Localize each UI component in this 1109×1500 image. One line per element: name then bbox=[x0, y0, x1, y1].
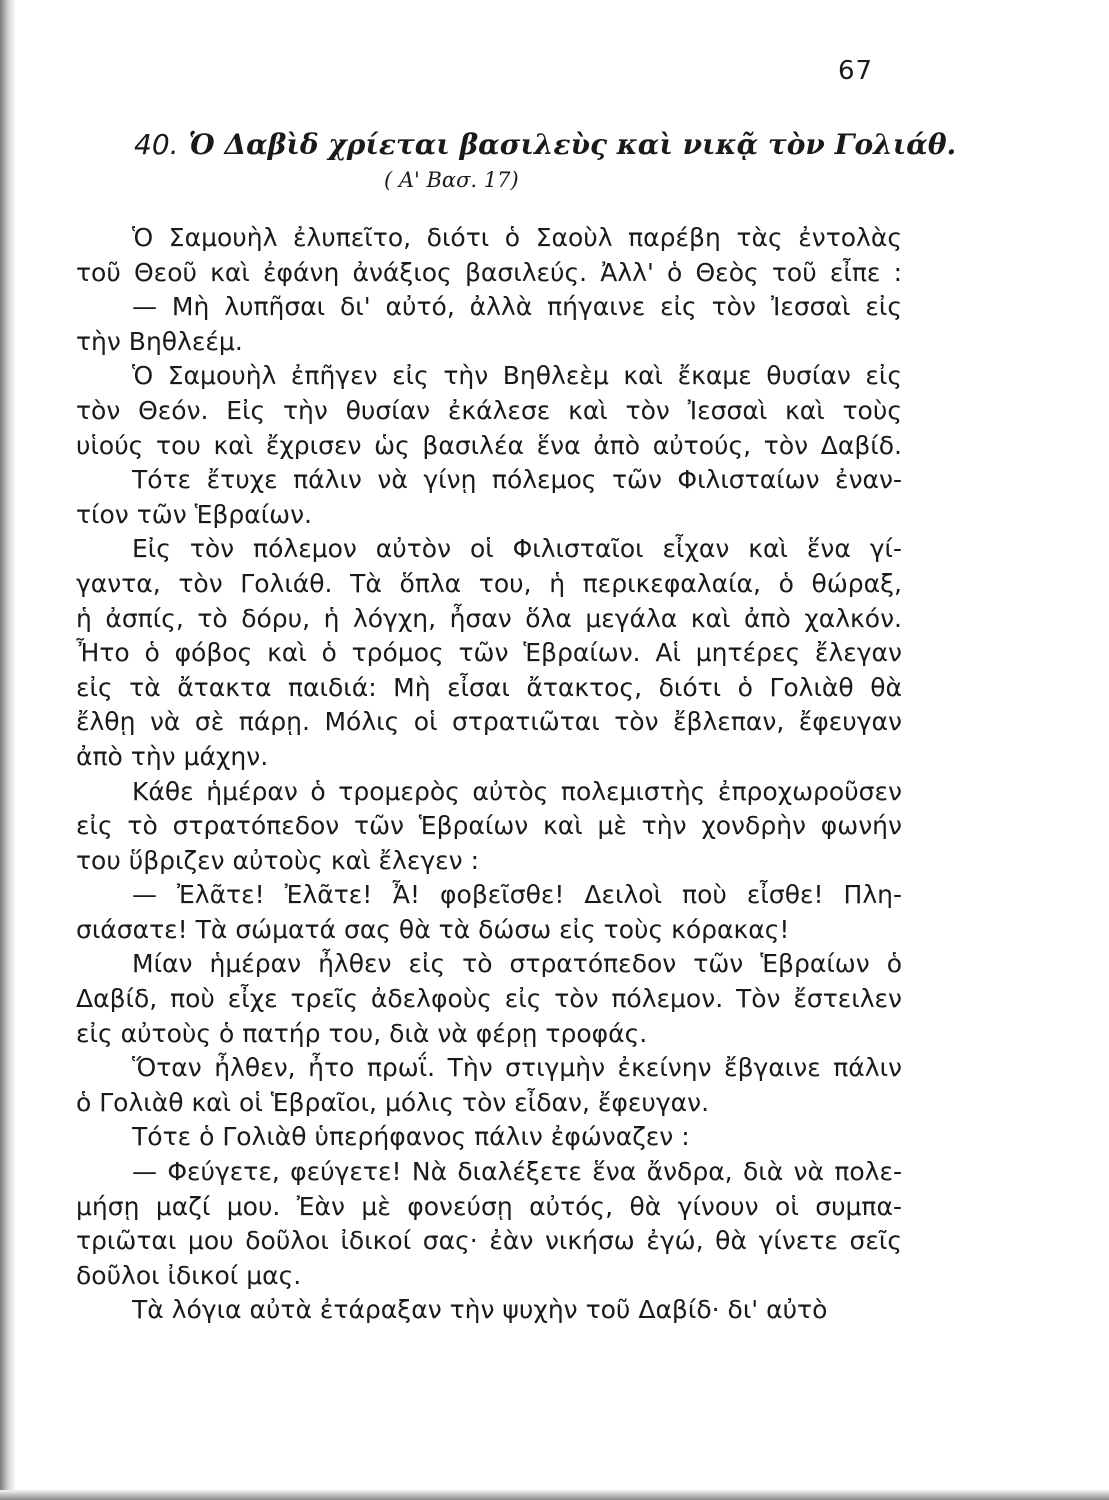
text-line: ὁ Γολιὰθ καὶ οἱ Ἑβραῖοι, μόλις τὸν εἶδαν, ἔφευγαν. bbox=[76, 1087, 710, 1117]
text-line: — Μὴ λυπῆσαι δι' αὐτό, ἀλλὰ πήγαινε εἰς τὸν Ἰεσσαὶ εἰς bbox=[132, 292, 902, 322]
text-line: μήσῃ μαζί μου. Ἐὰν μὲ φονεύσῃ αὐτός, θὰ γίνουν οἱ συμπα- bbox=[76, 1191, 902, 1221]
text-line: Δαβίδ, ποὺ εἶχε τρεῖς ἀδελφοὺς εἰς τὸν πόλεμον. Τὸν ἔστειλεν bbox=[76, 984, 902, 1014]
text-line: Ὁ Σαμουὴλ ἐλυπεῖτο, διότι ὁ Σαοὺλ παρέβη τὰς ἐντολὰς bbox=[132, 223, 902, 252]
page-number: 67 bbox=[838, 56, 874, 86]
text-line: Εἰς τὸν πόλεμον αὐτὸν οἱ Φιλισταῖοι εἶχαν καὶ ἕνα γί- bbox=[132, 534, 902, 564]
text-line: — Ἐλᾶτε! Ἐλᾶτε! Ἆ! φοβεῖσθε! Δειλοὶ ποὺ εἶσθε! Πλη- bbox=[132, 880, 902, 910]
text-line: τοῦ Θεοῦ καὶ ἐφάνη ἀνάξιος βασιλεύς. Ἀλλ' ὁ Θεὸς τοῦ εἶπε : bbox=[76, 257, 902, 287]
chapter-heading bbox=[134, 128, 957, 161]
chapter-number: 40. bbox=[134, 128, 179, 161]
chapter-title: Ὁ Δαβὶδ χρίεται βασιλεὺς καὶ νικᾷ τὸν Γολιάθ. bbox=[188, 128, 957, 161]
body-text bbox=[76, 221, 902, 1328]
text-line: Τὰ λόγια αὐτὰ ἐτάραξαν τὴν ψυχὴν τοῦ Δαβίδ· δι' αὐτὸ bbox=[132, 1295, 828, 1325]
text-line: ἡ ἀσπίς, τὸ δόρυ, ἡ λόγχη, ἦσαν ὅλα μεγάλα καὶ ἀπὸ χαλκόν. bbox=[76, 603, 902, 633]
text-line: εἰς τὸ στρατόπεδον τῶν Ἑβραίων καὶ μὲ τὴν χονδρὴν φωνήν bbox=[76, 811, 902, 841]
text-line: — Φεύγετε, φεύγετε! Νὰ διαλέξετε ἕνα ἄνδρα, διὰ νὰ πολε- bbox=[132, 1157, 902, 1187]
text-line: ἔλθῃ νὰ σὲ πάρῃ. Μόλις οἱ στρατιῶται τὸν ἔβλεπαν, ἔφευγαν bbox=[76, 707, 902, 737]
text-line: Ἦτο ὁ φόβος καὶ ὁ τρόμος τῶν Ἑβραίων. Αἱ μητέρες ἔλεγαν bbox=[76, 638, 902, 668]
text-line: γαντα, τὸν Γολιάθ. Τὰ ὅπλα του, ἡ περικεφαλαία, ὁ θώραξ, bbox=[76, 568, 902, 598]
text-line: εἰς αὐτοὺς ὁ πατήρ του, διὰ νὰ φέρῃ τροφάς. bbox=[76, 1018, 648, 1048]
text-line: δοῦλοι ἰδικοί μας. bbox=[76, 1260, 302, 1290]
page-binding-edge bbox=[0, 0, 16, 1500]
text-line: του ὕβριζεν αὐτοὺς καὶ ἔλεγεν : bbox=[76, 845, 479, 875]
text-line: τὴν Βηθλεέμ. bbox=[76, 326, 243, 356]
text-line: Μίαν ἡμέραν ἦλθεν εἰς τὸ στρατόπεδον τῶν Ἑβραίων ὁ bbox=[132, 949, 902, 979]
text-line: υἱούς του καὶ ἔχρισεν ὡς βασιλέα ἕνα ἀπὸ αὐτούς, τὸν Δαβίδ. bbox=[76, 430, 902, 460]
page-bottom-edge bbox=[0, 1490, 1109, 1500]
text-line: σιάσατε! Τὰ σώματά σας θὰ τὰ δώσω εἰς τοὺς κόρακας! bbox=[76, 914, 790, 944]
text-line: τὸν Θεόν. Εἰς τὴν θυσίαν ἐκάλεσε καὶ τὸν Ἰεσσαὶ καὶ τοὺς bbox=[76, 395, 902, 425]
text-line: Ὁ Σαμουὴλ ἐπῆγεν εἰς τὴν Βηθλεὲμ καὶ ἔκαμε θυσίαν εἰς bbox=[132, 361, 902, 391]
text-line: Τότε ὁ Γολιὰθ ὑπερήφανος πάλιν ἐφώναζεν : bbox=[132, 1122, 690, 1152]
text-line: Κάθε ἡμέραν ὁ τρομερὸς αὐτὸς πολεμιστὴς ἐπροχωροῦσεν bbox=[132, 776, 902, 806]
text-line: ἀπὸ τὴν μάχην. bbox=[76, 741, 269, 771]
chapter-reference: ( Α' Βασ. 17) bbox=[384, 168, 519, 192]
text-line: τίον τῶν Ἑβραίων. bbox=[76, 499, 312, 529]
text-line: Τότε ἔτυχε πάλιν νὰ γίνῃ πόλεμος τῶν Φιλισταίων ἐναν- bbox=[132, 465, 902, 495]
text-line: τριῶται μου δοῦλοι ἰδικοί σας· ἐὰν νικήσω ἐγώ, θὰ γίνετε σεῖς bbox=[76, 1226, 902, 1256]
text-line: Ὅταν ἦλθεν, ἦτο πρωΐ. Τὴν στιγμὴν ἐκείνην ἔβγαινε πάλιν bbox=[132, 1053, 902, 1083]
text-line: εἰς τὰ ἄτακτα παιδιά: Μὴ εἶσαι ἄτακτος, διότι ὁ Γολιὰθ θὰ bbox=[76, 672, 902, 702]
